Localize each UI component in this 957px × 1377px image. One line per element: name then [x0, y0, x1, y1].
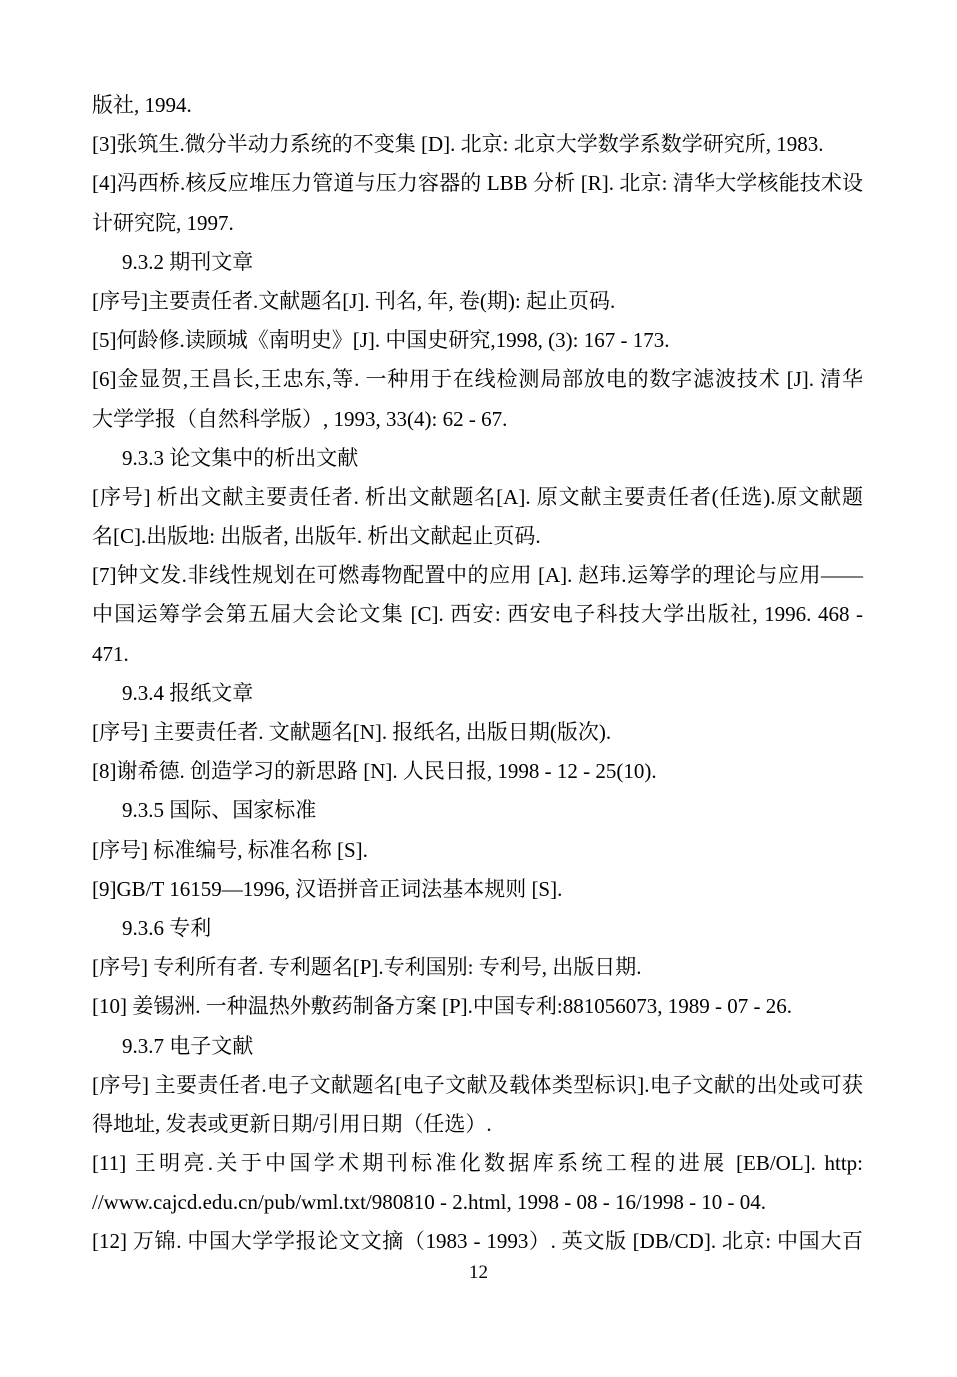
section-heading: 9.3.7 电子文献: [122, 1033, 254, 1058]
reference-line: [10] 姜锡洲. 一种温热外敷药制备方案 [P].中国专利:881056073, 1989 - 07 - 26.: [92, 994, 792, 1019]
section-heading: 9.3.5 国际、国家标准: [122, 798, 317, 823]
reference-line: [序号] 析出文献主要责任者. 析出文献题名[A]. 原文献主要责任者(任选).原文献题: [92, 484, 863, 509]
reference-line: [序号] 专利所有者. 专利题名[P].专利国别: 专利号, 出版日期.: [92, 955, 642, 980]
reference-line: [4]冯西桥.核反应堆压力管道与压力容器的 LBB 分析 [R]. 北京: 清华大学核能技术设: [92, 171, 863, 196]
reference-line: [7]钟文发.非线性规划在可燃毒物配置中的应用 [A]. 赵玮.运筹学的理论与应用——: [92, 563, 863, 588]
reference-line: 名[C].出版地: 出版者, 出版年. 析出文献起止页码.: [92, 524, 541, 549]
reference-line: 得地址, 发表或更新日期/引用日期（任选）.: [92, 1111, 492, 1136]
reference-line: [6]金显贺,王昌长,王忠东,等. 一种用于在线检测局部放电的数字滤波技术 [J]. 清华: [92, 367, 863, 392]
reference-line: [序号] 标准编号, 标准名称 [S].: [92, 837, 368, 862]
section-heading: 9.3.4 报纸文章: [122, 680, 254, 705]
reference-line: [序号]主要责任者.文献题名[J]. 刊名, 年, 卷(期): 起止页码.: [92, 288, 616, 313]
reference-line: 版社, 1994.: [92, 93, 192, 117]
page-number: 12: [469, 1262, 488, 1283]
reference-line: 大学学报（自然科学版）, 1993, 33(4): 62 - 67.: [92, 406, 508, 431]
reference-line: [3]张筑生.微分半动力系统的不变集 [D]. 北京: 北京大学数学系数学研究所, 1983.: [92, 132, 824, 157]
reference-line: //www.cajcd.edu.cn/pub/wml.txt/980810 - 2.html, 1998 - 08 - 16/1998 - 10 - 04.: [92, 1190, 767, 1215]
reference-line: [9]GB/T 16159—1996, 汉语拼音正词法基本规则 [S].: [92, 876, 563, 901]
section-heading: 9.3.3 论文集中的析出文献: [122, 445, 359, 470]
reference-line: [5]何龄修.读顾城《南明史》[J]. 中国史研究,1998, (3): 167 - 173.: [92, 328, 670, 353]
reference-line: [序号] 主要责任者.电子文献题名[电子文献及载体类型标识].电子文献的出处或可获: [92, 1072, 863, 1097]
reference-line: [12] 万锦. 中国大学学报论文文摘（1983 - 1993）. 英文版 [DB/CD]. 北京: 中国大百: [92, 1229, 863, 1254]
reference-line: 471.: [92, 641, 129, 666]
reference-line: 中国运筹学会第五届大会论文集 [C]. 西安: 西安电子科技大学出版社, 1996. 468 -: [92, 602, 863, 627]
section-heading: 9.3.2 期刊文章: [122, 249, 254, 274]
section-heading: 9.3.6 专利: [122, 915, 212, 940]
reference-line: [8]谢希德. 创造学习的新思路 [N]. 人民日报, 1998 - 12 - 25(10).: [92, 759, 657, 784]
reference-line: [序号] 主要责任者. 文献题名[N]. 报纸名, 出版日期(版次).: [92, 720, 612, 744]
reference-line: [11] 王明亮.关于中国学术期刊标准化数据库系统工程的进展 [EB/OL]. http:: [92, 1151, 863, 1176]
reference-line: 计研究院, 1997.: [92, 210, 234, 235]
document-content: [92, 86, 863, 1262]
